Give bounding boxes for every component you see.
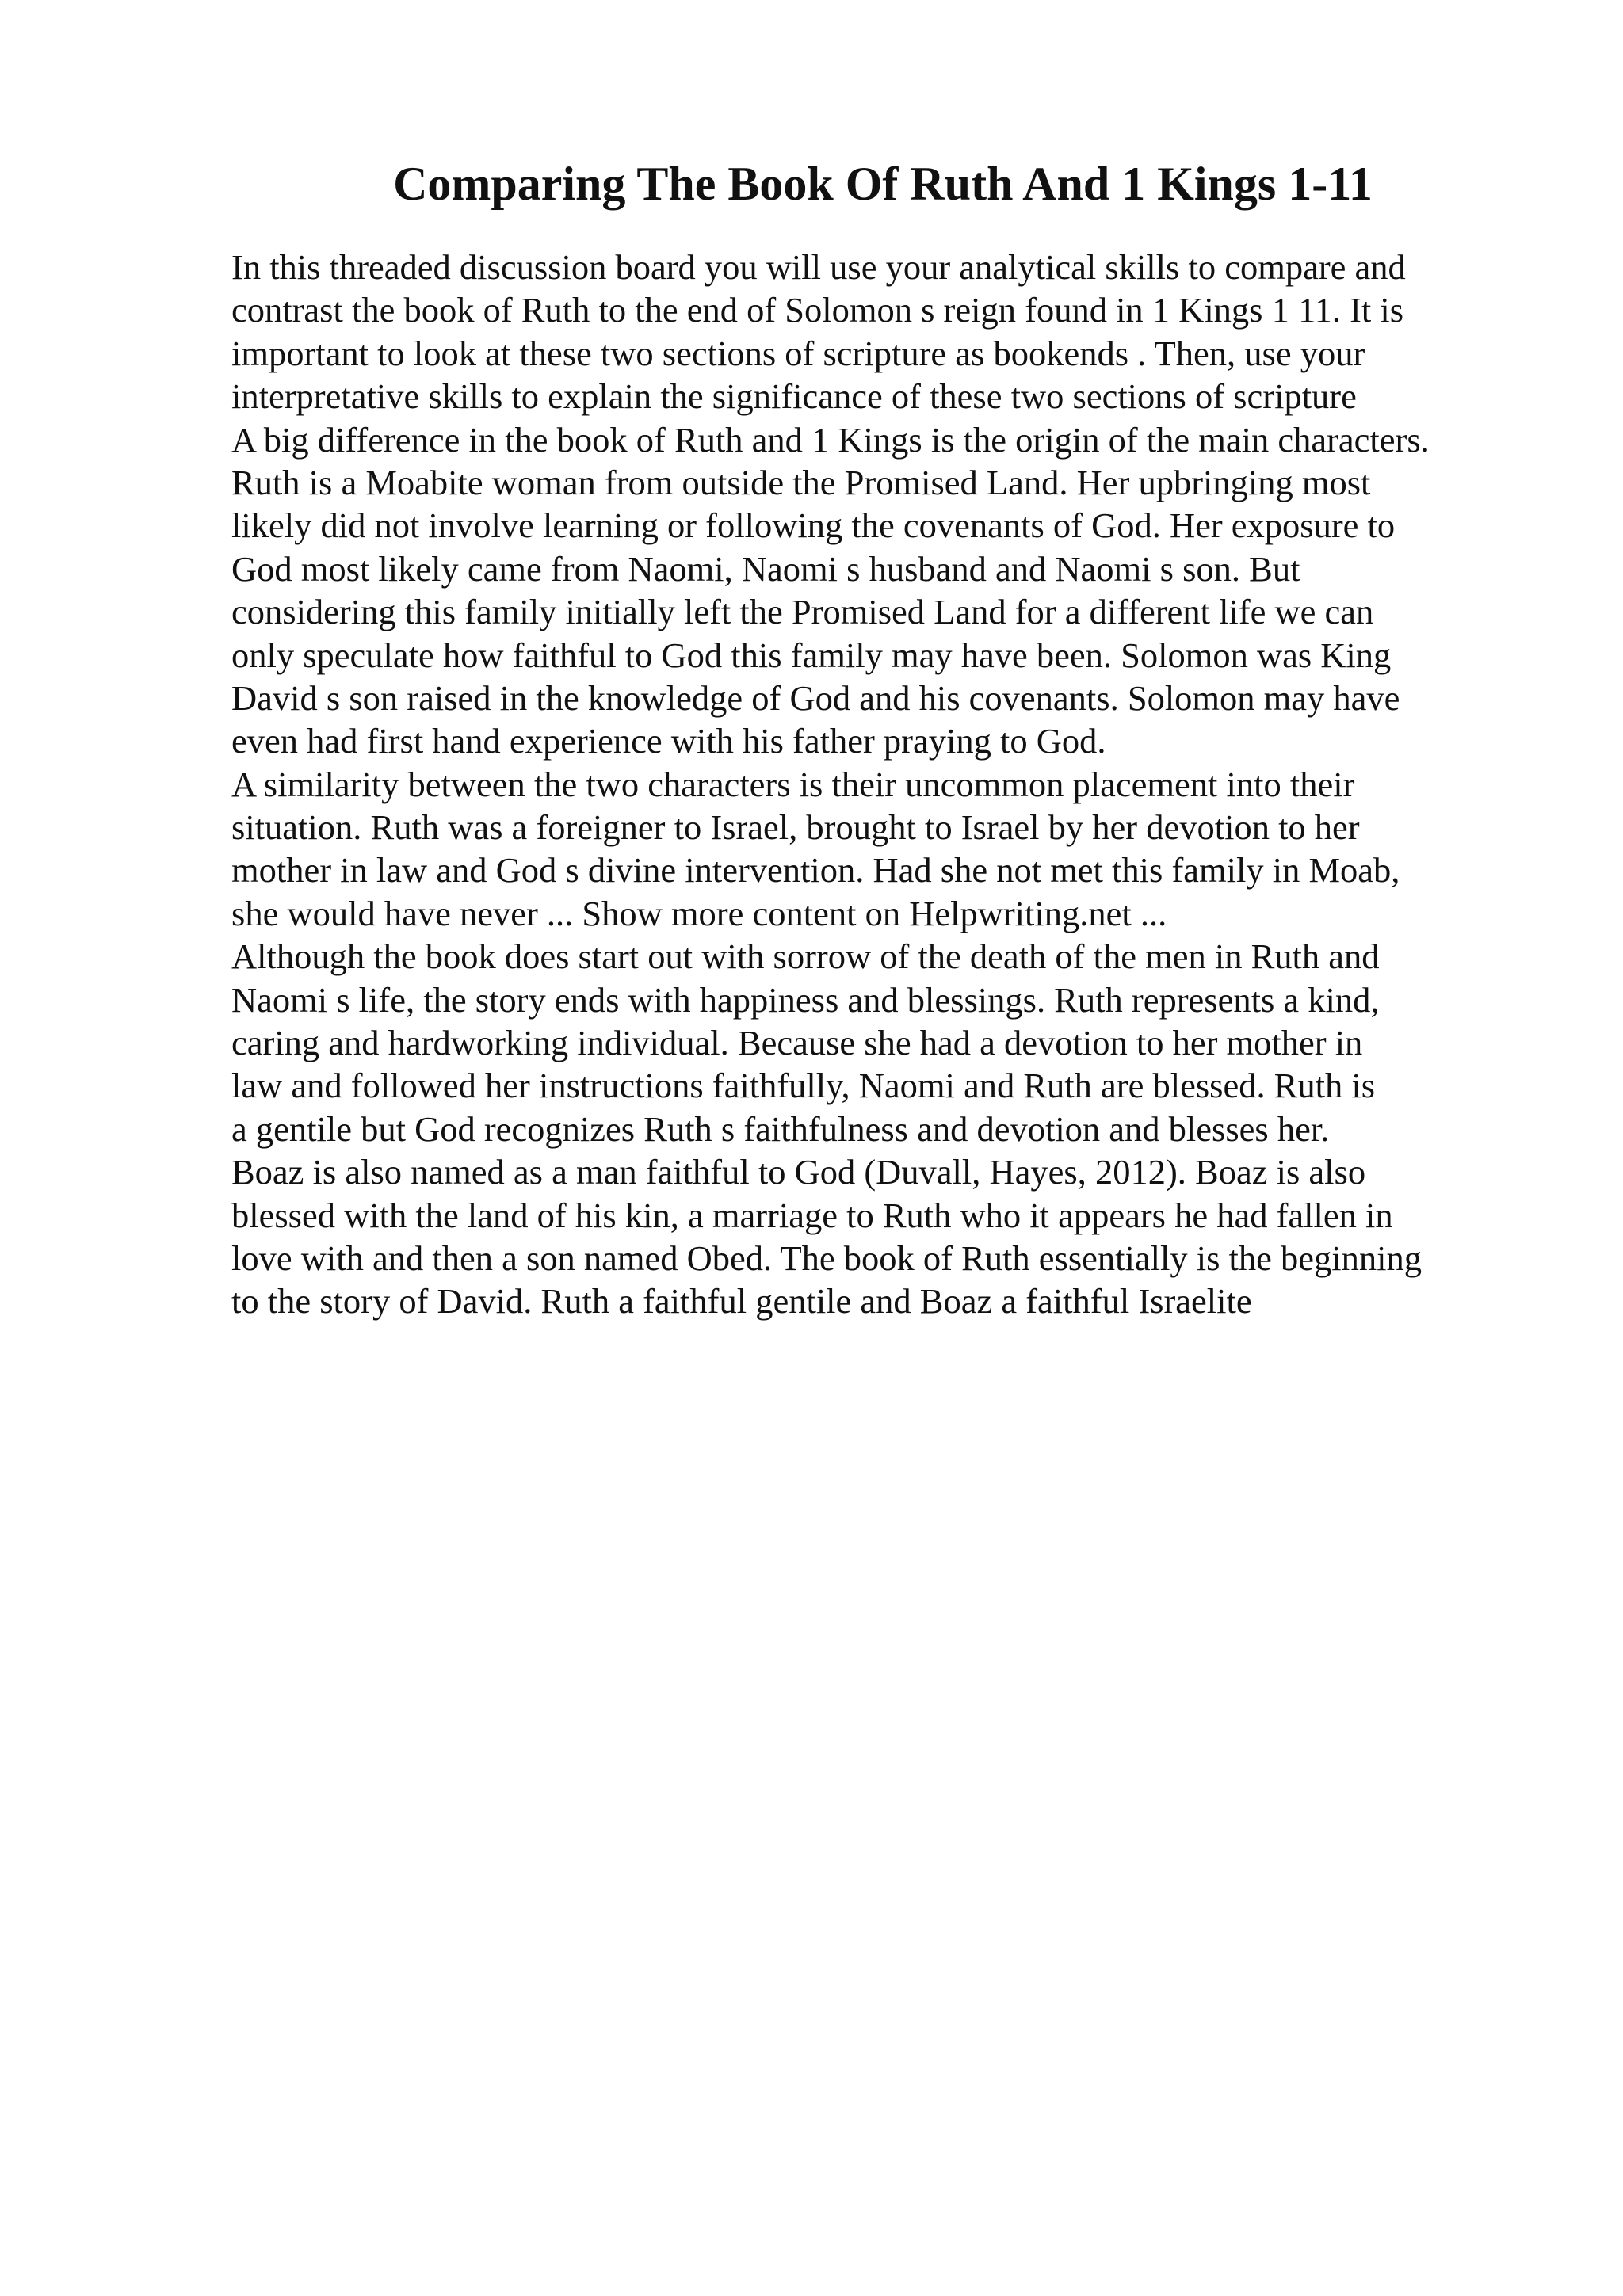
document-title: Comparing The Book Of Ruth And 1 Kings 1-11 [393, 158, 1373, 210]
body-line: interpretative skills to explain the significance of these two sections of scripture [231, 376, 1357, 417]
body-line: to the story of David. Ruth a faithful gentile and Boaz a faithful Israelite [231, 1281, 1252, 1322]
body-line: In this threaded discussion board you will use your analytical skills to compare and [231, 247, 1406, 287]
body-line: love with and then a son named Obed. The book of Ruth essentially is the beginning [231, 1238, 1423, 1278]
body-line: situation. Ruth was a foreigner to Israel, brought to Israel by her devotion to her [231, 807, 1360, 848]
document-body [231, 246, 1499, 1323]
body-line: even had first hand experience with his father praying to God. [231, 721, 1106, 761]
body-line: A similarity between the two characters is their uncommon placement into their [231, 764, 1355, 804]
body-line: David s son raised in the knowledge of God and his covenants. Solomon may have [231, 677, 1400, 718]
body-line: A big difference in the book of Ruth and 1 Kings is the origin of the main characters. [231, 419, 1430, 460]
body-line: Naomi s life, the story ends with happiness and blessings. Ruth represents a kind, [231, 979, 1380, 1020]
body-line: law and followed her instructions faithfully, Naomi and Ruth are blessed. Ruth is [231, 1066, 1376, 1106]
body-line: likely did not involve learning or following the covenants of God. Her exposure to [231, 505, 1396, 546]
body-line: only speculate how faithful to God this family may have been. Solomon was King [231, 635, 1392, 675]
body-line: a gentile but God recognizes Ruth s faithfulness and devotion and blesses her. [231, 1108, 1330, 1149]
body-line: she would have never ... Show more content on Helpwriting.net ... [231, 893, 1167, 933]
body-line: Ruth is a Moabite woman from outside the Promised Land. Her upbringing most [231, 462, 1371, 502]
body-line: important to look at these two sections of scripture as bookends . Then, use your [231, 333, 1365, 373]
body-line: blessed with the land of his kin, a marriage to Ruth who it appears he had fallen in [231, 1195, 1393, 1235]
body-line: mother in law and God s divine intervention. Had she not met this family in Moab, [231, 850, 1400, 891]
body-line: considering this family initially left the Promised Land for a different life we can [231, 592, 1374, 632]
body-line: Boaz is also named as a man faithful to God (Duvall, Hayes, 2012). Boaz is also [231, 1152, 1366, 1192]
body-line: God most likely came from Naomi, Naomi s husband and Naomi s son. But [231, 548, 1300, 589]
body-line: Although the book does start out with sorrow of the death of the men in Ruth and [231, 936, 1380, 977]
body-line: contrast the book of Ruth to the end of Solomon s reign found in 1 Kings 1 11. It is [231, 290, 1404, 330]
body-line: caring and hardworking individual. Because she had a devotion to her mother in [231, 1023, 1363, 1063]
